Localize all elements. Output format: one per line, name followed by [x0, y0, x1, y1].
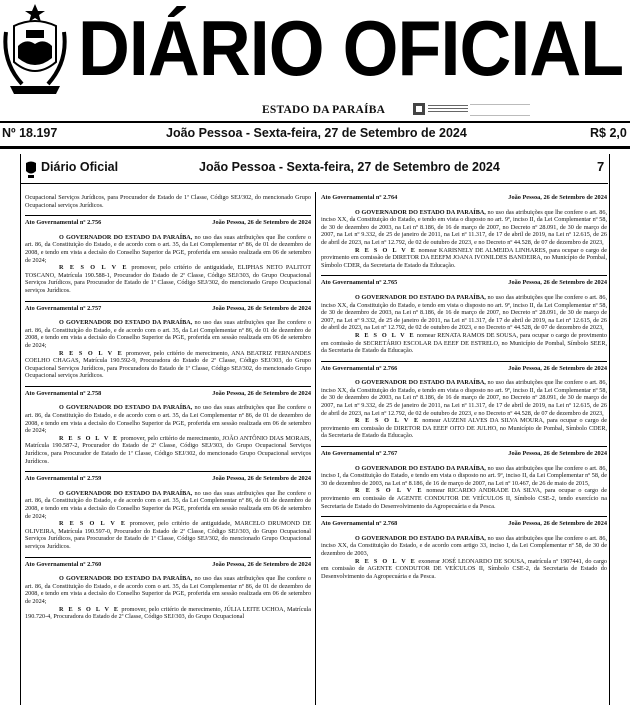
inner-page-header	[21, 154, 608, 184]
act-number: Ato Governamental nº 2.757	[25, 304, 102, 312]
act-decision	[321, 332, 607, 355]
act-intro: no uso das suas atribuições que lhe confere o art. 86, da Constituição do Estado, e de acordo com o art. 35, da Lei Complementar nº 86, de 01 de dezembro de 2008, e tendo em vista a decisão do Conselho Superior da PGE, proferida em sessão realizada em 06 de setembro de 2024;	[25, 233, 312, 264]
act-resolve: R E S O L V E	[355, 417, 420, 425]
mini-coat-of-arms-icon	[25, 158, 37, 178]
act-governor: O GOVERNADOR DO ESTADO DA PARAÍBA,	[355, 464, 486, 472]
imprensa-logo-text-lines	[428, 103, 468, 114]
act-decision-text: promover, pelo critério de merecimento, ANA BEATRIZ FERNANDES COELHO CHAGAS, Matrícula 190.592-9, Procuradora do Estado de 2ª Classe, Código SEJ/303, do Grupo Ocupacional Serviços Jurídicos, para Procuradora do Estado de 1ª Classe, Código SEJ/302, do mencionado Grupo Ocupacional serviços Jurídicos.	[25, 349, 311, 380]
act-number: Ato Governamental nº 2.760	[25, 560, 102, 568]
act-intro: no uso das atribuições que lhe confere o art. 86, inciso XX, da Constituição do Estado, e tendo em vista o disposto no art. 9º, inciso II, da Lei Complementar nº 58, de 30 de dezembro de 2003, na Lei nº 8.186, de 16 de março de 2007, no Decreto nº 28.091, de 30 de março de 2007, na Lei nº 9.332, de 25 de janeiro de 2011, na Lei nº 11.317, de 17 de abril de 2019, na Lei nº 12.615, de 26 de abril de 2023, na Lei nº 12.792, de 02 de outubro de 2023, e no Decreto nº 44.528, de 07 de dezembro de 2023,	[321, 293, 607, 332]
act-intro: no uso das suas atribuições que lhe confere o art. 86, da Constituição do Estado, e de acordo com o art. 35, da Lei Complementar nº 86, de 01 de dezembro de 2008, e tendo em vista a decisão do Conselho Superior da PGE, proferida em sessão realizada em 06 de setembro de 2024;	[25, 575, 312, 605]
act-governor: O GOVERNADOR DO ESTADO DA PARAÍBA,	[355, 534, 486, 542]
act-decision	[25, 435, 311, 465]
act-resolve: R E S O L V E	[355, 487, 424, 495]
act-governor: O GOVERNADOR DO ESTADO DA PARAÍBA,	[355, 379, 486, 387]
act-governor: O GOVERNADOR DO ESTADO DA PARAÍBA,	[59, 404, 193, 412]
act-date: João Pessoa, 26 de Setembro de 2024	[508, 520, 607, 528]
act-header	[321, 194, 607, 202]
act-decision	[321, 558, 607, 581]
act-number: Ato Governamental nº 2.765	[321, 279, 398, 287]
act-decision-text: nomear KARISNELY DE ALMEIDA LINHARES, para ocupar o cargo de provimento em comissão de DIRETOR DA EEEFM JOANA IVONILDES BANDEIRA, no Município de Pombal, Símbolo CDER, da Secretaria de Estado da Educação.	[321, 246, 607, 269]
inner-header-title: Diário Oficial	[41, 160, 119, 174]
act-date: João Pessoa, 26 de Setembro de 2024	[212, 389, 311, 397]
imprensa-fine-print-lines	[470, 104, 530, 116]
act-decision-text: exonerar JOSÉ LEONARDO DE SOUSA, matrícula nº 1907441, do cargo em comissão de AGENTE CONDUTOR DE VEÍCULOS II, Símbolo CSE-2, da Secretaria de Estado do Desenvolvimento da Agropecuária e da Pesca.	[321, 557, 608, 580]
governmental-act	[25, 215, 311, 294]
act-intro: no uso das suas atribuições que lhe confere o art. 86, da Constituição do Estado, e de acordo com o art. 35, da Lei Complementar nº 86, de 01 de dezembro de 2008, e tendo em vista a decisão do Conselho Superior da PGE, proferida em sessão realizada em 06 de setembro de 2024;	[25, 489, 312, 520]
act-intro: no uso das atribuições que lhe confere o art. 86, inciso XX, da Constituição do Estado, e tendo em vista o disposto no art. 9º, inciso II, da Lei Complementar nº 58, de 30 de dezembro de 2003, na Lei nº 8.186, de 16 de março de 2007, no Decreto nº 28.091, de 30 de março de 2007, na Lei nº 9.332, de 25 de janeiro de 2011, na Lei nº 11.317, de 17 de abril de 2019, na Lei nº 12.615, de 26 de abril de 2023, na Lei nº 12.792, de 02 de outubro de 2023, e no Decreto nº 44.528, de 07 de dezembro de 2023,	[321, 208, 607, 246]
act-date: João Pessoa, 26 de Setembro de 2024	[212, 475, 311, 483]
inner-header-date: João Pessoa - Sexta-feira, 27 de Setembro de 2024	[199, 160, 500, 174]
act-header	[321, 365, 607, 373]
governmental-act	[321, 275, 607, 354]
governmental-act	[321, 446, 607, 510]
masthead	[0, 0, 630, 160]
governmental-act	[321, 194, 607, 269]
act-resolve: R E S O L V E	[355, 557, 417, 565]
masthead-rule-bottom	[0, 146, 630, 149]
act-date: João Pessoa, 26 de Setembro de 2024	[212, 560, 311, 568]
act-preamble	[321, 209, 607, 247]
act-intro: no uso das suas atribuições que lhe confere o art. 86, da Constituição do Estado, e de acordo com o art. 35, da Lei Complementar nº 86, de 01 de dezembro de 2008, e tendo em vista a decisão do Conselho Superior da PGE, proferida em sessão realizada em 06 de setembro de 2024;	[25, 319, 312, 349]
act-intro: no uso das atribuições que lhe confere o art. 86, inciso I, da Constituição do Estado, e tendo em vista o disposto no art. 9º, inciso II, da Lei Complementar nº 58, de 30 de dezembro de 2003, na Lei nº 8.186, de 16 de março de 2007, na Lei nº 10.467, de 26 de maio de 2015,	[321, 464, 607, 487]
act-number: Ato Governamental nº 2.766	[321, 364, 398, 372]
act-header	[25, 561, 311, 569]
act-number: Ato Governamental nº 2.758	[25, 389, 102, 397]
act-preamble	[25, 490, 311, 520]
act-header	[321, 520, 607, 528]
inner-page	[20, 154, 610, 705]
act-resolve: R E S O L V E	[59, 349, 124, 357]
right-column	[321, 194, 607, 580]
left-column	[25, 194, 311, 621]
act-header	[25, 390, 311, 398]
act-resolve: R E S O L V E	[355, 331, 416, 339]
governmental-act	[25, 471, 311, 550]
act-number: Ato Governamental nº 2.756	[25, 219, 102, 227]
act-decision	[321, 487, 607, 510]
paraiba-coat-of-arms-icon	[2, 2, 68, 96]
act-preamble	[321, 465, 607, 488]
continuation-text: Ocupacional Serviços Jurídicos, para Procurador de Estado de 1ª Classe, Código SEJ/302, do mencionado Grupo Ocupacional serviços Jurídicos.	[25, 194, 311, 209]
act-decision-text: promover, pelo critério de antiguidade, ELIPHAS NETO PALITOT TOSCANO, Matrícula 190.588-1, Procurador do Estado de 2ª Classe, Código SEJ/303, do Grupo Ocupacional Serviços Jurídicos, para Procurador de Estado de 1ª Classe, Código SEJ/302, do mencionado Grupo Ocupacional serviços Jurídicos.	[25, 264, 312, 294]
right-acts-list	[321, 194, 607, 580]
act-date: João Pessoa, 26 de Setembro de 2024	[508, 450, 607, 458]
act-date: João Pessoa, 26 de Setembro de 2024	[508, 364, 607, 372]
issue-price: R$ 2,0	[590, 126, 627, 140]
issue-bar	[0, 126, 630, 142]
act-decision-text: promover, pelo critério de merecimento, JÚLIA LEITE UCHOA, Matrícula 190.720-4, Procuradora do Estado de 2ª Classe, Código SEJ/303, do Grupo Ocupacional	[25, 605, 311, 621]
act-date: João Pessoa, 26 de Setembro de 2024	[212, 304, 311, 312]
act-governor: O GOVERNADOR DO ESTADO DA PARAÍBA,	[355, 208, 486, 216]
column-divider	[315, 192, 316, 705]
act-resolve: R E S O L V E	[59, 520, 127, 528]
act-header	[321, 279, 607, 287]
act-decision-text: promover, pelo critério de merecimento, JOÃO ANTÔNIO DIAS MORAIS, Matrícula 190.587-2, Procurador do Estado de 2ª Classe, Código SEJ/303, do Grupo Ocupacional Serviços Jurídicos, para Procurador de Estado de 1ª Classe, Código SEJ/302, do mencionado Grupo Ocupacional serviços Jurídicos.	[25, 434, 312, 465]
act-decision	[25, 606, 311, 621]
act-date: João Pessoa, 26 de Setembro de 2024	[508, 279, 607, 287]
act-date: João Pessoa, 26 de Setembro de 2024	[508, 194, 607, 201]
issue-date: João Pessoa - Sexta-feira, 27 de Setembro de 2024	[166, 126, 467, 140]
act-preamble	[25, 575, 311, 605]
act-resolve: R E S O L V E	[59, 264, 129, 272]
act-preamble	[321, 535, 607, 558]
act-header	[25, 475, 311, 483]
act-decision	[25, 520, 311, 550]
left-acts-list	[25, 215, 311, 621]
act-decision	[321, 247, 607, 270]
act-preamble	[321, 294, 607, 332]
act-governor: O GOVERNADOR DO ESTADO DA PARAÍBA,	[355, 293, 486, 301]
act-number: Ato Governamental nº 2.768	[321, 520, 398, 528]
act-header	[321, 450, 607, 458]
governmental-act	[25, 386, 311, 465]
act-decision-text: nomear AUZENI ALVES DA SILVA MOURA, para ocupar o cargo de provimento em comissão de DIRETOR DA EEEF OITO DE JULHO, no Município de Pombal, Símbolo CDER, da Secretaria de Estado da Educação.	[321, 417, 607, 440]
act-preamble	[25, 234, 311, 264]
issue-number: Nº 18.197	[2, 126, 58, 140]
governmental-act	[25, 301, 311, 380]
act-header	[25, 219, 311, 227]
act-decision-text: nomear RICARDO ANDRADE DA SILVA, para ocupar o cargo de provimento em comissão de AGENTE CONDUTOR DE VEÍCULOS II, Símbolo CSE-2, tendo exercício na Secretaria de Estado do Desenvolvimento da Agropecuária e da Pesca.	[321, 487, 608, 510]
act-decision	[321, 417, 607, 440]
act-intro: no uso das atribuições que lhe confere o art. 86, inciso XX, da Constituição do Estado, e de acordo com artigo 33, inciso I, da Lei Complementar nº 58, de 30 de dezembro de 2003,	[321, 534, 607, 557]
act-governor: O GOVERNADOR DO ESTADO DA PARAÍBA,	[59, 319, 193, 327]
act-decision-text: nomear RENATA RAMOS DE SOUSA, para ocupar o cargo de provimento em comissão de SECRETÁRIO ESCOLAR DA EEEF DE ESTRELO, no Município de Pombal, Símbolo SEER, da Secretaria de Estado da Educação.	[321, 331, 607, 355]
page-number: 7	[597, 159, 605, 174]
governmental-act	[321, 516, 607, 580]
newspaper-title: DIÁRIO OFICIAL	[78, 4, 624, 92]
act-intro: no uso das suas atribuições que lhe confere o art. 86, da Constituição do Estado, e de acordo com o art. 35, da Lei Complementar nº 86, de 01 de dezembro de 2008, e tendo em vista a decisão do Conselho Superior da PGE, proferida em sessão realizada em 06 de setembro de 2024;	[25, 404, 312, 435]
act-decision	[25, 264, 311, 294]
act-preamble	[25, 319, 311, 349]
act-preamble	[25, 404, 311, 434]
act-decision	[25, 350, 311, 380]
governmental-act	[25, 557, 311, 621]
act-governor: O GOVERNADOR DO ESTADO DA PARAÍBA,	[59, 233, 193, 241]
governmental-act	[321, 361, 607, 440]
masthead-rule-top	[0, 121, 630, 123]
act-date: João Pessoa, 26 de Setembro de 2024	[212, 219, 311, 227]
act-preamble	[321, 379, 607, 417]
act-resolve: R E S O L V E	[59, 434, 119, 442]
act-governor: O GOVERNADOR DO ESTADO DA PARAÍBA,	[59, 489, 193, 497]
act-resolve: R E S O L V E	[355, 246, 417, 254]
act-intro: no uso das atribuições que lhe confere o art. 86, inciso XX, da Constituição do Estado, e tendo em vista o disposto no art. 9º, inciso II, da Lei Complementar nº 58, de 30 de dezembro de 2003, na Lei nº 8.186, de 16 de março de 2007, no Decreto nº 28.091, de 30 de março de 2007, na Lei nº 9.332, de 25 de janeiro de 2011, na Lei nº 11.317, de 17 de abril de 2019, na Lei nº 12.615, de 26 de abril de 2023, na Lei nº 12.792, de 02 de outubro de 2023, e no Decreto nº 44.528, de 07 de dezembro de 2023,	[321, 379, 607, 417]
act-governor: O GOVERNADOR DO ESTADO DA PARAÍBA,	[59, 575, 193, 583]
act-number: Ato Governamental nº 2.767	[321, 450, 398, 458]
act-number: Ato Governamental nº 2.764	[321, 194, 398, 201]
act-number: Ato Governamental nº 2.759	[25, 475, 102, 483]
state-name: ESTADO DA PARAÍBA	[262, 104, 386, 116]
act-header	[25, 305, 311, 313]
act-decision-text: promover, pelo critério de antiguidade, MARCELO DRUMOND DE OLIVEIRA, Matrícula 190.597-0, Procurador do Estado de 2ª Classe, Código SEJ/303, do Grupo Ocupacional Serviços Jurídicos, para Procurador de Estado de 1ª Classe, Código SEJ/302, do mencionado Grupo Ocupacional serviços Jurídicos.	[25, 520, 312, 550]
act-resolve: R E S O L V E	[59, 605, 120, 613]
imprensa-logo-icon	[413, 103, 425, 115]
